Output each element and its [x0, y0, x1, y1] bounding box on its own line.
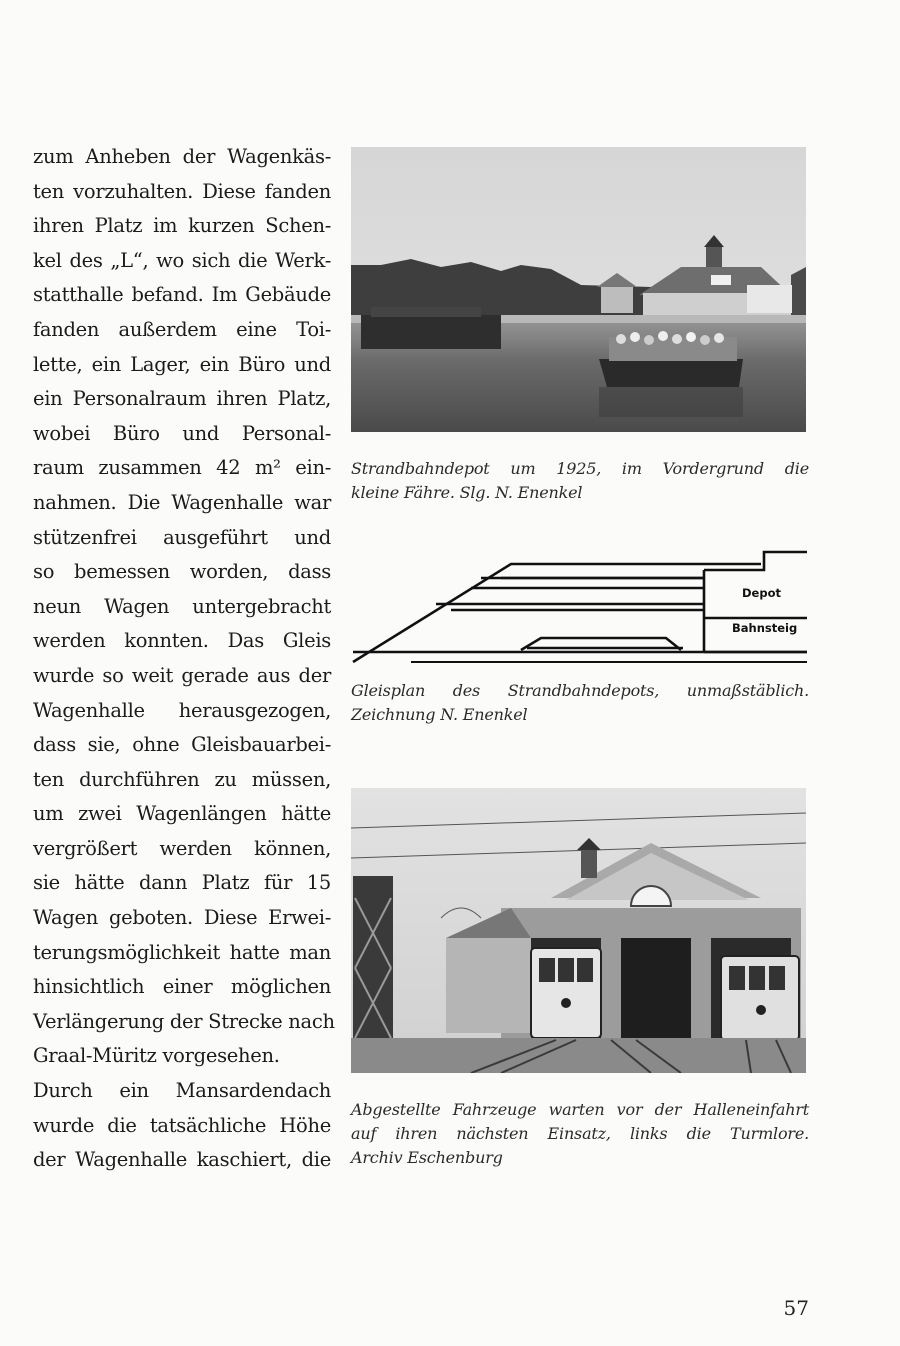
body-line: terungsmöglichkeit hatte man [33, 940, 331, 964]
page-number: 57 [783, 1296, 809, 1320]
body-line: dass sie, ohne Gleisbauarbei- [33, 733, 331, 757]
body-line: Graal-Müritz vorgesehen. [33, 1044, 280, 1068]
track-plan-diagram [351, 548, 807, 664]
body-line: ten durchführen zu müssen, [33, 767, 331, 791]
trams-depot-photo [351, 788, 806, 1073]
body-line: der Wagenhalle kaschiert, die [33, 1148, 331, 1172]
body-line: Wagenhalle herausgezogen, [33, 698, 331, 722]
body-line: sie hätte dann Platz für 15 [33, 871, 331, 895]
caption-line: Abgestellte Fahrzeuge warten vor der Halleneinfahrt [351, 1100, 809, 1119]
caption-line: Archiv Eschenburg [351, 1148, 503, 1167]
caption-line: kleine Fähre. Slg. N. Enenkel [351, 483, 583, 502]
caption-line: Strandbahndepot um 1925, im Vordergrund die [351, 459, 809, 478]
body-line: Durch ein Mansardendach [33, 1079, 331, 1103]
body-line: ein Personalraum ihren Platz, [33, 387, 331, 411]
caption-line: Zeichnung N. Enenkel [351, 705, 528, 724]
body-line: Wagen geboten. Diese Erwei- [33, 906, 331, 930]
body-line: vergrößert werden können, [33, 836, 331, 860]
body-line: so bemessen worden, dass [33, 560, 331, 584]
body-line: neun Wagen untergebracht [33, 594, 331, 618]
depot-label: Depot [742, 586, 781, 600]
caption-line: Gleisplan des Strandbahndepots, unmaßstäblich. [351, 681, 809, 700]
body-line: wurde so weit gerade aus der [33, 663, 331, 687]
body-line: stützenfrei ausgeführt und [33, 525, 331, 549]
depot-ferry-photo [351, 147, 806, 432]
body-line: nahmen. Die Wagenhalle war [33, 490, 331, 514]
body-line: lette, ein Lager, ein Büro und [33, 352, 331, 376]
body-line: zum Anheben der Wagenkäs- [33, 145, 331, 168]
body-line: werden konnten. Das Gleis [33, 629, 331, 653]
body-line: wobei Büro und Personal- [33, 421, 331, 445]
caption-line: auf ihren nächsten Einsatz, links die Turmlore. [351, 1124, 809, 1143]
platform-label: Bahnsteig [732, 621, 798, 635]
diagram-caption-track-plan [351, 679, 809, 727]
photo-caption-depot-ferry [351, 457, 809, 505]
body-line: raum zusammen 42 m² ein- [33, 456, 331, 480]
body-line: fanden außerdem eine Toi- [33, 317, 331, 341]
body-line: ihren Platz im kurzen Schen- [33, 214, 331, 238]
body-text-column [33, 140, 335, 1178]
body-line: um zwei Wagenlängen hätte [33, 802, 331, 826]
body-line: wurde die tatsächliche Höhe [33, 1113, 331, 1137]
photo-caption-trams [351, 1098, 809, 1170]
body-line: Verlängerung der Strecke nach [33, 1009, 335, 1033]
body-line: statthalle befand. Im Gebäude [33, 283, 331, 307]
body-line: hinsichtlich einer möglichen [33, 975, 331, 999]
body-line: kel des „L“, wo sich die Werk- [33, 248, 331, 272]
body-line: ten vorzuhalten. Diese fanden [33, 179, 331, 203]
